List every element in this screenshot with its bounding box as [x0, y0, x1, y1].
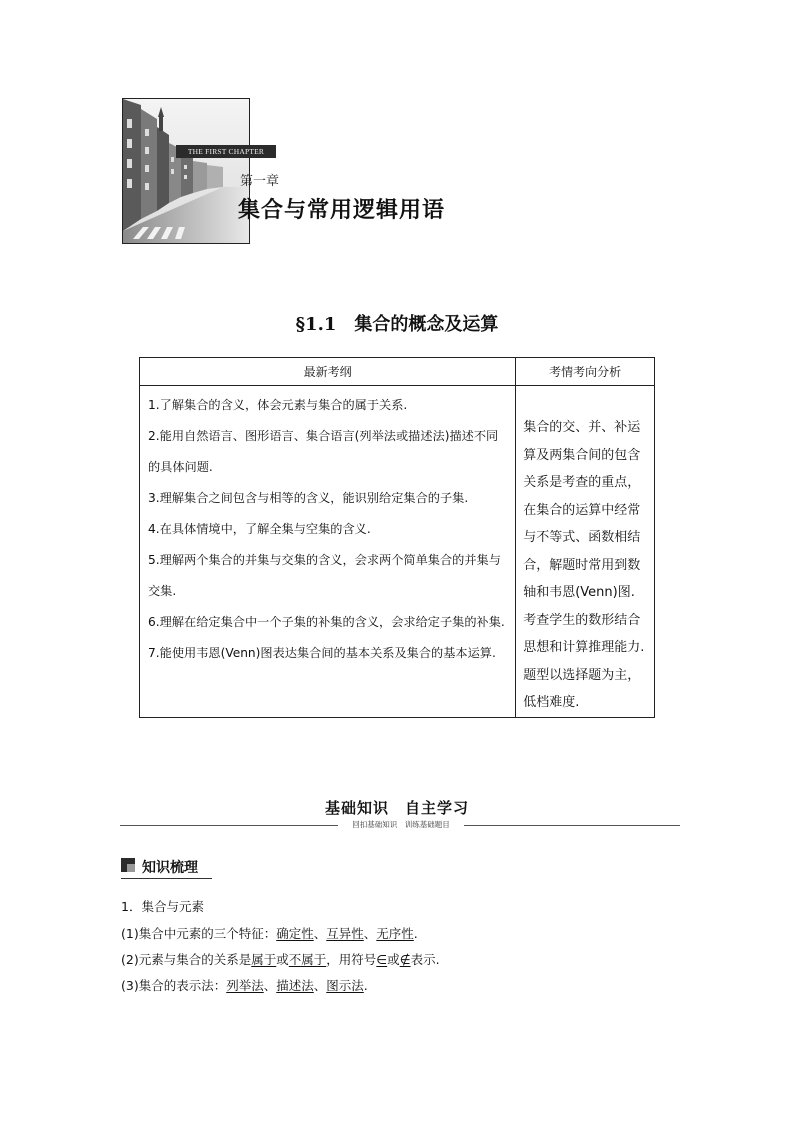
analysis-text: 集合的交、并、补运算及两集合间的包含关系是考查的重点，在集合的运算中经常与不等式、函数相结合，解题时常用到数轴和韦恩(Venn)图. 考查学生的数形结合思想和计算推理能力. 题型以选择题为主，低档难度.	[523, 420, 645, 710]
basic-knowledge-subtitle: 回扣基础知识 训练基础题目	[352, 820, 450, 829]
requirement-item: 1.了解集合的含义，体会元素与集合的属于关系.	[148, 398, 408, 412]
text: 或	[387, 952, 400, 967]
divider-right	[464, 825, 680, 826]
requirement-item: 7.能使用韦恩(Venn)图表达集合间的基本关系及集合的基本运算.	[148, 646, 496, 660]
answer-blank: 描述法	[276, 978, 314, 993]
header-syllabus: 最新考纲	[140, 358, 516, 386]
knowledge-line-2	[121, 952, 440, 968]
text: 、	[313, 926, 327, 941]
requirement-item: 3.理解集合之间包含与相等的含义，能识别给定集合的子集.	[148, 491, 469, 505]
answer-blank: 无序性	[376, 926, 414, 941]
chapter-number: 第一章	[240, 173, 280, 188]
chapter-banner-image	[122, 98, 250, 244]
square-bullet-inner-icon	[127, 864, 135, 872]
syllabus-table	[139, 357, 655, 718]
analysis-cell	[516, 386, 655, 718]
street-photo	[123, 99, 249, 243]
answer-blank: 图示法	[326, 978, 364, 993]
text: ，用符号	[326, 952, 377, 967]
knowledge-title-underline	[121, 878, 212, 879]
knowledge-title: 知识梳理	[142, 860, 198, 876]
basic-knowledge-title: 基础知识 自主学习	[324, 799, 469, 817]
answer-blank: 不属于	[288, 952, 327, 967]
table-body-row	[140, 386, 655, 718]
text: 、	[313, 978, 327, 993]
text: .	[363, 978, 368, 993]
knowledge-heading: 1．集合与元素	[121, 899, 204, 914]
knowledge-line-3	[121, 978, 368, 994]
answer-blank: ∉	[399, 952, 411, 967]
chapter-title: 集合与常用逻辑用语	[238, 198, 446, 223]
text: 、	[363, 926, 377, 941]
requirement-item: 4.在具体情境中，了解全集与空集的含义.	[148, 522, 371, 536]
text: .	[413, 926, 418, 941]
table-header-row	[140, 358, 655, 386]
chapter-label: THE FIRST CHAPTER	[176, 145, 276, 158]
requirement-item: 6.理解在给定集合中一个子集的补集的含义，会求给定子集的补集.	[148, 615, 505, 629]
knowledge-line-1	[121, 926, 418, 942]
header-analysis: 考情考向分析	[516, 358, 655, 386]
text: (2)元素与集合的关系是	[121, 952, 252, 967]
text: 、	[263, 978, 277, 993]
requirement-item: 2.能用自然语言、图形语言、集合语言(列举法或描述法)描述不同的具体问题.	[148, 429, 499, 474]
requirement-item: 5.理解两个集合的并集与交集的含义，会求两个简单集合的并集与交集.	[148, 553, 501, 598]
answer-blank: 确定性	[276, 926, 314, 941]
requirements-cell	[140, 386, 516, 718]
section-title: §1.1 集合的概念及运算	[295, 314, 499, 335]
text: 表示.	[410, 952, 440, 967]
answer-blank: 属于	[251, 952, 277, 967]
text: (1)集合中元素的三个特征：	[121, 926, 277, 941]
text: 或	[276, 952, 289, 967]
answer-blank: 互异性	[326, 926, 364, 941]
answer-blank: ∈	[376, 952, 388, 967]
divider-left	[120, 825, 338, 826]
answer-blank: 列举法	[226, 978, 264, 993]
text: (3)集合的表示法：	[121, 978, 227, 993]
